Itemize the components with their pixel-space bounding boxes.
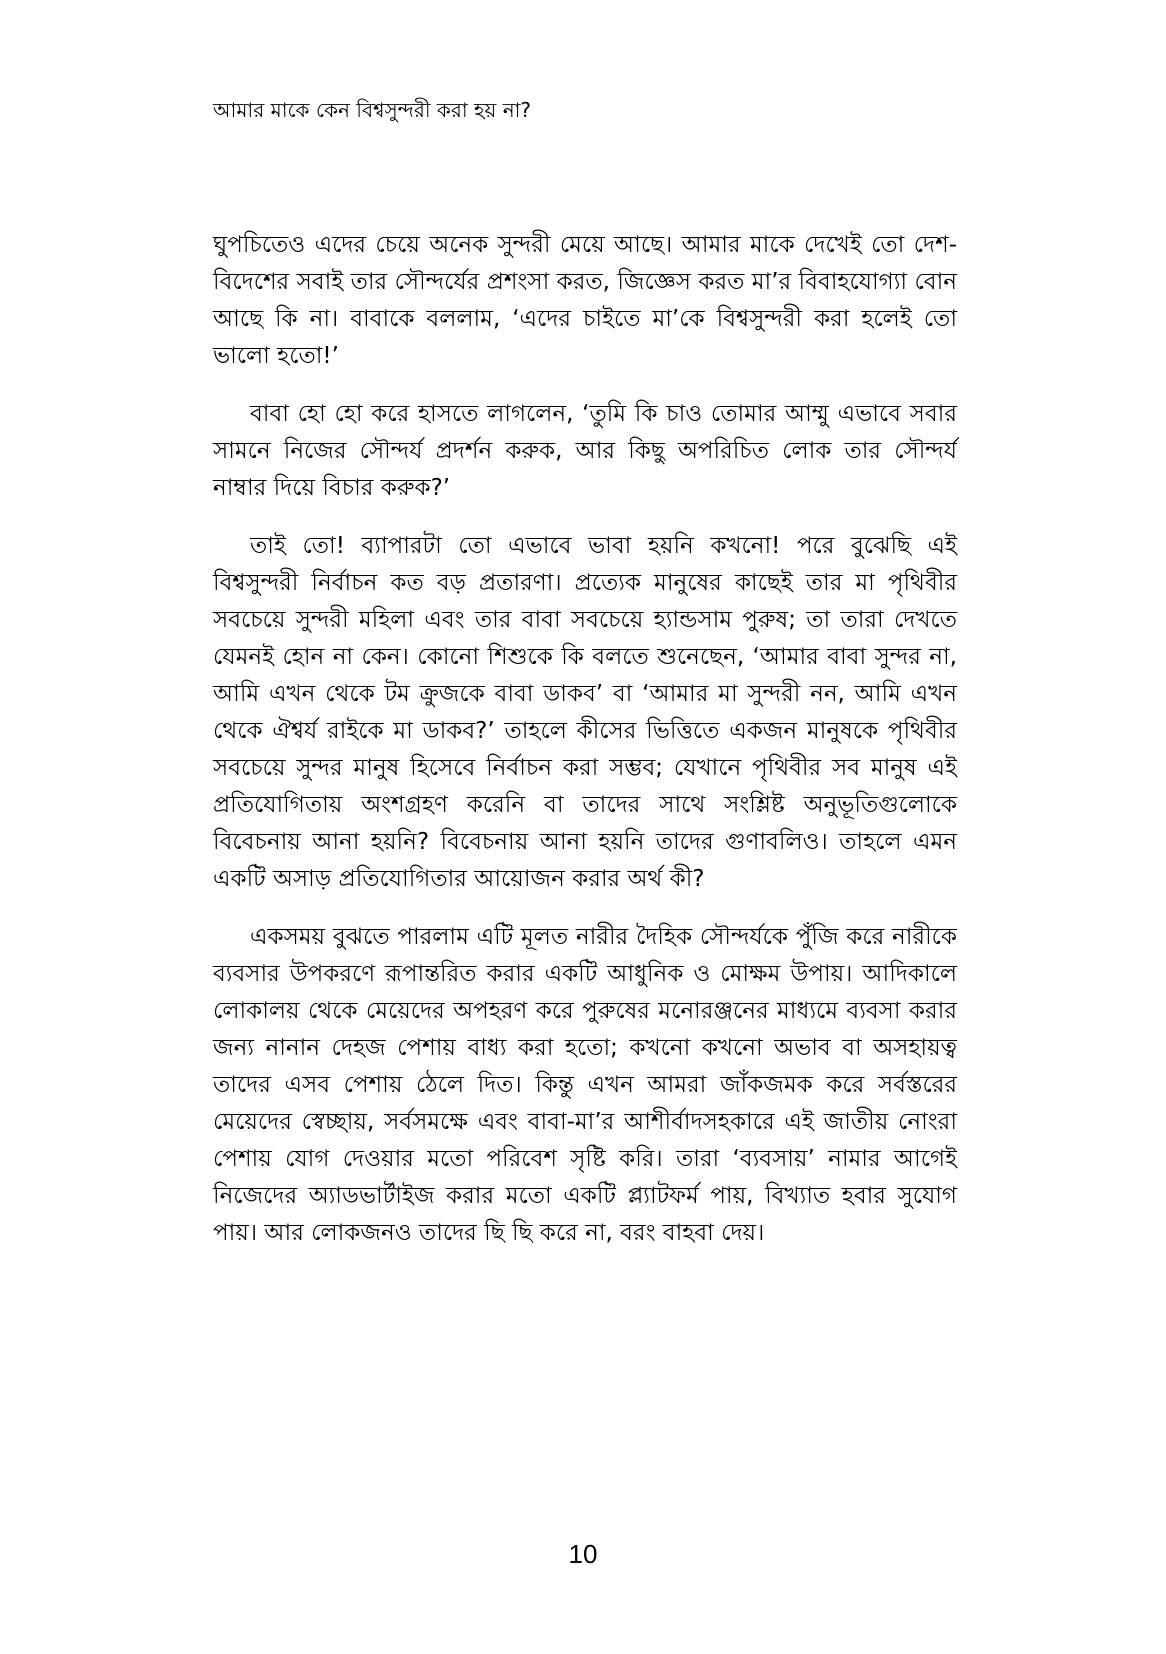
running-header: আমার মাকে কেন বিশ্বসুন্দরী করা হয় না?: [213, 98, 532, 122]
paragraph: একসময় বুঝতে পারলাম এটি মূলত নারীর দৈহিক সৌন্দর্যকে পুঁজি করে নারীকে ব্যবসার উপকরণে রূপান্তরিত করার একটি আধুনিক ও মোক্ষম উপায়। আদিকালে লোকালয় থেকে মেয়েদের অপহরণ করে পুরুষের মনোরঞ্জনের মাধ্যমে ব্যবসা করার জন্য নানান দেহজ পেশায় বাধ্য করা হতো; কখনো কখনো অভাব বা অসহায়ত্ব তাদের এসব পেশায় ঠেলে দিত। কিন্তু এখন আমরা জাঁকজমক করে সর্বস্তরের মেয়েদের স্বেচ্ছায়, সর্বসমক্ষে এবং বাবা-মা’র আশীর্বাদসহকারে এই জাতীয় নোংরা পেশায় যোগ দেওয়ার মতো পরিবেশ সৃষ্টি করি। তারা ‘ব্যবসায়’ নামার আগেই নিজেদের অ্যাডভার্টাইজ করার মতো একটি প্ল্যাটফর্ম পায়, বিখ্যাত হবার সুযোগ পায়। আর লোকজনও তাদের ছি ছি করে না, বরং বাহবা দেয়।: [213, 924, 957, 1246]
paragraph: ঘুপচিতেও এদের চেয়ে অনেক সুন্দরী মেয়ে আছে। আমার মাকে দেখেই তো দেশ-বিদেশের সবাই তার সৌন্দর্যের প্রশংসা করত, জিজ্ঞেস করত মা’র বিবাহযোগ্যা বোন আছে কি না। বাবাকে বললাম, ‘এদের চাইতে মা’কে বিশ্বসুন্দরী করা হলেই তো ভালো হতো!’: [213, 232, 957, 369]
paragraph: তাই তো! ব্যাপারটা তো এভাবে ভাবা হয়নি কখনো! পরে বুঝেছি এই বিশ্বসুন্দরী নির্বাচন কত বড় প্রতারণা। প্রত্যেক মানুষের কাছেই তার মা পৃথিবীর সবচেয়ে সুন্দরী মহিলা এবং তার বাবা সবচেয়ে হ্যান্ডসাম পুরুষ; তা তারা দেখতে যেমনই হোন না কেন। কোনো শিশুকে কি বলতে শুনেছেন, ‘আমার বাবা সুন্দর না, আমি এখন থেকে টম ক্রুজকে বাবা ডাকব’ বা ‘আমার মা সুন্দরী নন, আমি এখন থেকে ঐশ্বর্য রাইকে মা ডাকব?’ তাহলে কীসের ভিত্তিতে একজন মানুষকে পৃথিবীর সবচেয়ে সুন্দর মানুষ হিসেবে নির্বাচন করা সম্ভব; যেখানে পৃথিবীর সব মানুষ এই প্রতিযোগিতায় অংশগ্রহণ করেনি বা তাদের সাথে সংশ্লিষ্ট অনুভূতিগুলোকে বিবেচনায় আনা হয়নি? বিবেচনায় আনা হয়নি তাদের গুণাবলিও। তাহলে এমন একটি অসাড় প্রতিযোগিতার আয়োজন করার অর্থ কী?: [213, 533, 957, 892]
paragraph: বাবা হো হো করে হাসতে লাগলেন, ‘তুমি কি চাও তোমার আম্মু এভাবে সবার সামনে নিজের সৌন্দর্য প্রদর্শন করুক, আর কিছু অপরিচিত লোক তার সৌন্দর্য নাম্বার দিয়ে বিচার করুক?’: [213, 401, 957, 501]
page-number: 10: [568, 1539, 598, 1569]
body-text: [213, 227, 957, 1273]
